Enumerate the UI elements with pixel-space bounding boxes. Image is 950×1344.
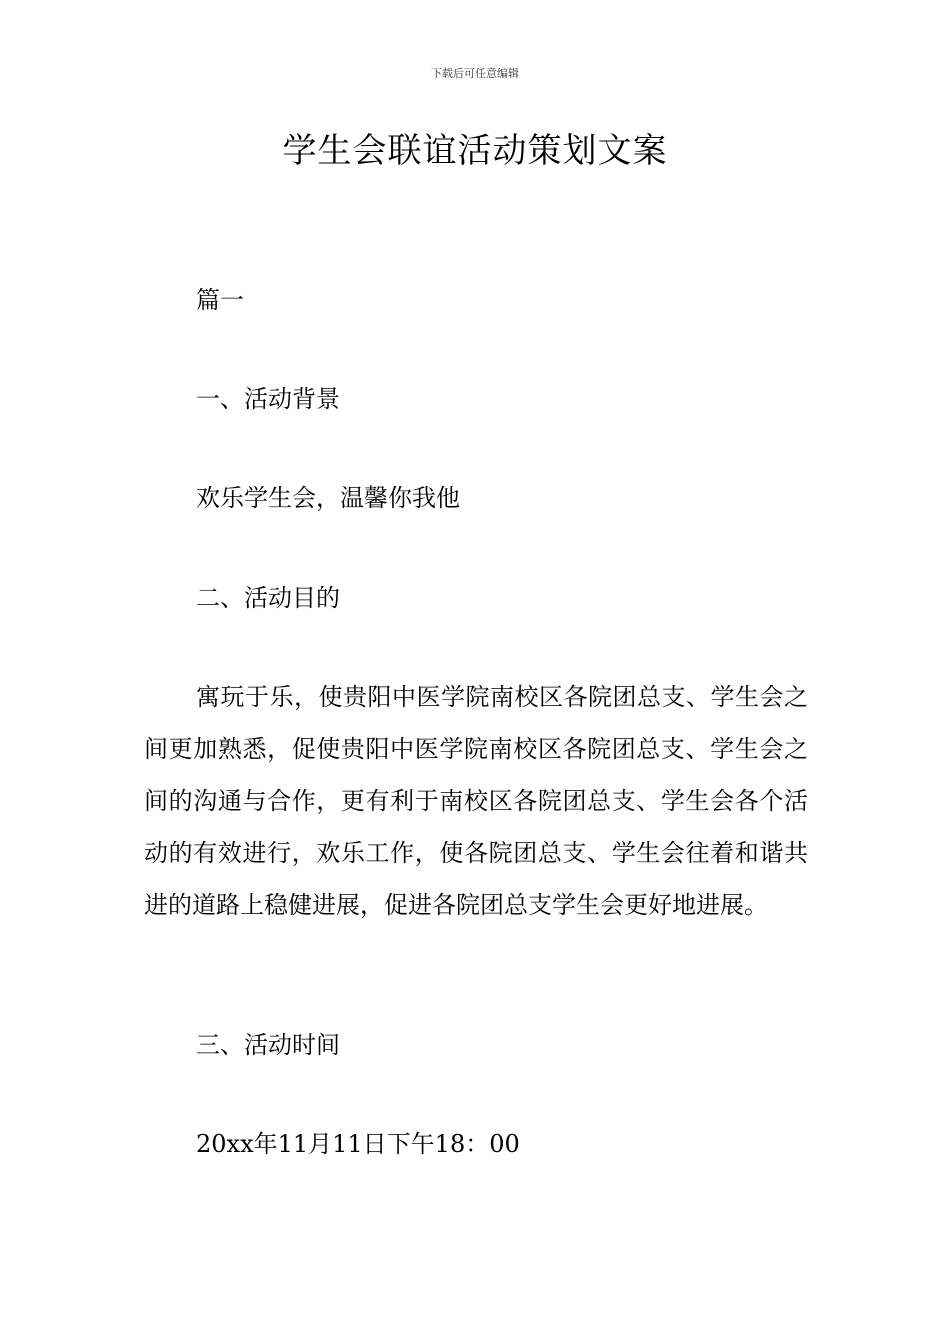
- header-note: 下载后可任意编辑: [431, 67, 519, 80]
- part-label: 篇一: [196, 286, 244, 314]
- section-heading-purpose: 二、活动目的: [196, 584, 340, 612]
- section-heading-background: 一、活动背景: [196, 385, 340, 413]
- section-heading-time: 三、活动时间: [196, 1031, 340, 1059]
- section-text-background: 欢乐学生会，温馨你我他: [196, 484, 460, 512]
- page-title: 学生会联谊活动策划文案: [282, 131, 668, 171]
- section-text-purpose: 寓玩于乐，使贵阳中医学院南校区各院团总支、学生会之间更加熟悉，促使贵阳中医学院南校区各院团总支、学生会之间的沟通与合作，更有利于南校区各院团总支、学生会各个活动的有效进行，欢乐工作，使各院团总支、学生会往着和谐共进的道路上稳健进展，促进各院团总支学生会更好地进展。: [144, 683, 808, 919]
- section-text-time: 20xx年11月11日下午18：00: [196, 1130, 520, 1158]
